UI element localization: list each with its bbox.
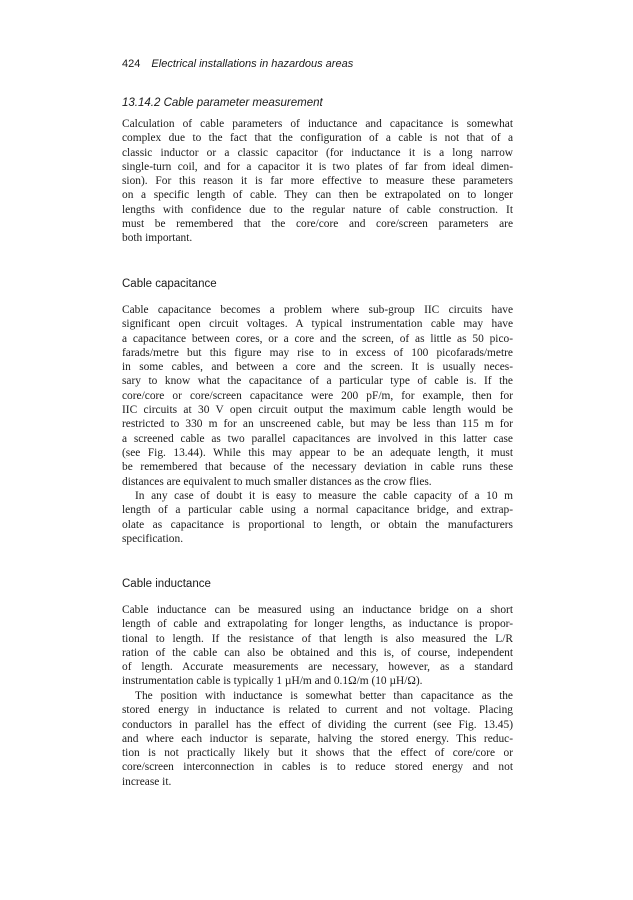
text-line: in some cables, and between a core and the screen. It is usually neces- — [122, 361, 513, 374]
section-title: 13.14.2 Cable parameter measurement — [122, 97, 323, 109]
inductance-heading: Cable inductance — [122, 578, 211, 590]
capacitance-paragraph-1 — [122, 303, 513, 489]
page-number: 424 — [122, 58, 141, 70]
text-line: length of a particular cable using a normal capacitance bridge, and extrap- — [122, 504, 513, 517]
text-line: sion). For this reason it is far more effective to measure these parameters — [122, 175, 513, 188]
text-line: stored energy in inductance is related to current and not voltage. Placing — [122, 704, 513, 717]
inductance-paragraph-1 — [122, 603, 513, 689]
text-line: In any case of doubt it is easy to measure the cable capacity of a 10 m — [135, 490, 513, 502]
capacitance-heading: Cable capacitance — [122, 278, 217, 290]
text-line: must be remembered that the core/core and core/screen parameters are — [122, 218, 513, 231]
text-line: IIC circuits at 30 V open circuit output the maximum cable length would be — [122, 404, 513, 417]
text-line: single-turn coil, and for a capacitor it is two plates of far from ideal dimen- — [122, 160, 513, 173]
text-line: specification. — [122, 532, 184, 545]
text-line: The position with inductance is somewhat better than capacitance as the — [135, 690, 513, 702]
text-line: tional to length. If the resistance of that length is also measured the L/R — [122, 632, 513, 645]
inductance-paragraph-2 — [122, 689, 513, 789]
text-line: complex due to the fact that the configuration of a cable is not that of a — [122, 132, 513, 145]
text-line: on a specific length of cable. They can then be extrapolated on to longer — [122, 189, 513, 202]
text-line: distances are equivalent to much smaller distances as the crow flies. — [122, 475, 432, 488]
text-line: ration of the cable can also be obtained and this is, of course, independent — [122, 646, 513, 659]
text-line: length of cable and extrapolating for longer lengths, as inductance is propor- — [122, 618, 513, 631]
running-title: Electrical installations in hazardous areas — [151, 58, 354, 70]
text-line: be remembered that because of the necessary deviation in cable runs these — [122, 461, 513, 474]
text-line: lengths with confidence due to the regular nature of cable construction. It — [122, 203, 513, 216]
text-line: significant open circuit voltages. A typical instrumentation cable may have — [122, 318, 513, 331]
running-head — [122, 58, 353, 70]
text-line: instrumentation cable is typically 1 µH/m and 0.1Ω/m (10 µH/Ω). — [122, 675, 423, 688]
text-line: (see Fig. 13.44). While this may appear to be an adequate length, it must — [122, 446, 513, 459]
text-line: of length. Accurate measurements are necessary, however, as a standard — [122, 661, 513, 674]
text-line: a screened cable as two parallel capacitances are involved in this latter case — [122, 432, 513, 445]
text-line: core/core or core/screen capacitance were 200 pF/m, for example, then for — [122, 389, 513, 402]
text-line: classic inductor or a classic capacitor (for inductance it is a long narrow — [122, 146, 513, 159]
text-line: and where each inductor is separate, halving the stored energy. This reduc- — [122, 732, 513, 745]
text-line: Calculation of cable parameters of inductance and capacitance is somewhat — [122, 118, 513, 130]
text-line: Cable inductance can be measured using an inductance bridge on a short — [122, 604, 513, 616]
text-line: Cable capacitance becomes a problem where sub-group IIC circuits have — [122, 304, 513, 316]
intro-paragraph — [122, 117, 513, 246]
capacitance-paragraph-2 — [122, 489, 513, 546]
text-line: both important. — [122, 232, 193, 245]
text-line: olate as capacitance is proportional to length, or obtain the manufacturers — [122, 518, 513, 531]
text-line: a capacitance between cores, or a core and the screen, of as little as 50 pico- — [122, 332, 513, 345]
text-line: conductors in parallel has the effect of dividing the current (see Fig. 13.45) — [122, 718, 513, 731]
text-line: farads/metre but this figure may rise to in excess of 100 picofarads/metre — [122, 346, 513, 359]
text-line: tion is not practically likely but it shows that the effect of core/core or — [122, 747, 513, 760]
text-line: increase it. — [122, 775, 172, 788]
text-line: core/screen interconnection in cables is to reduce stored energy and not — [122, 761, 513, 774]
text-line: restricted to 330 m for an unscreened cable, but may be less than 115 m for — [122, 418, 513, 431]
text-line: sary to know what the capacitance of a particular type of cable is. If the — [122, 375, 513, 388]
